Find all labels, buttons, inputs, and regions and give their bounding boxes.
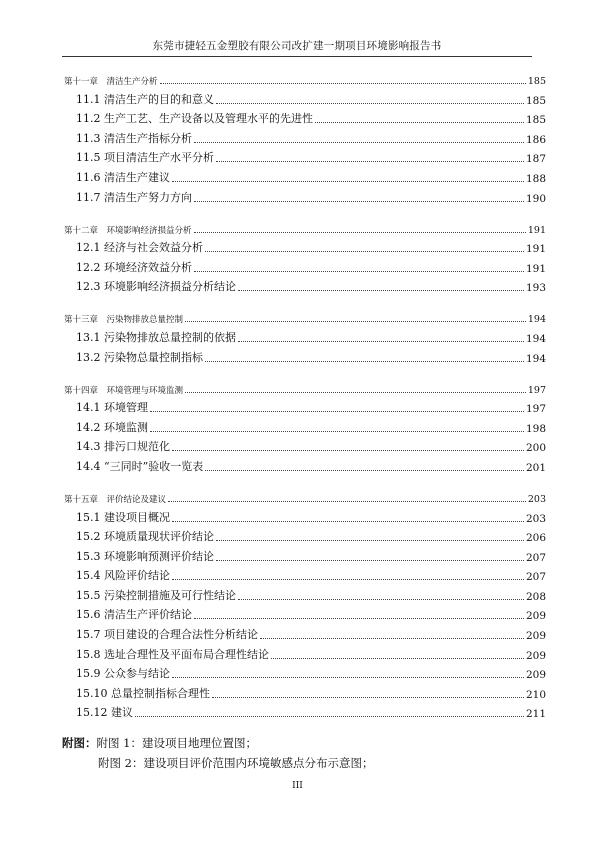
- appendix-item: 附图 1：建设项目地理位置图；: [96, 736, 257, 750]
- toc-chapter-entry[interactable]: [62, 219, 546, 236]
- toc-section-entry[interactable]: [62, 603, 546, 623]
- toc-section-entry[interactable]: [62, 564, 546, 584]
- toc-entry-title: 第十四章 环境管理与环境监测: [64, 385, 184, 396]
- page-number: III: [292, 781, 303, 791]
- toc-entry-page: 210: [525, 688, 546, 701]
- toc-entry-page: 207: [525, 551, 546, 564]
- toc-section-entry[interactable]: [62, 505, 546, 525]
- toc-entry-title: 14.4 “三同时”验收一览表: [76, 459, 204, 473]
- toc-entry-title: 12.2 环境经济效益分析: [76, 260, 192, 274]
- toc-entry-title: 11.1 清洁生产的目的和意义: [76, 92, 214, 106]
- toc-entry-page: 194: [527, 314, 546, 326]
- toc-section-entry[interactable]: [62, 544, 546, 564]
- toc-entry-title: 15.7 项目建设的合理合法性分析结论: [76, 628, 258, 642]
- toc-section-entry[interactable]: [62, 583, 546, 603]
- dot-leader: [194, 618, 524, 619]
- toc-section-entry[interactable]: [62, 275, 546, 295]
- toc-entry-title: 11.7 清洁生产努力方向: [76, 190, 192, 204]
- dot-leader: [172, 579, 524, 580]
- toc-entry-title: 第十五章 评价结论及建议: [64, 494, 167, 505]
- toc-entry-page: 203: [525, 512, 546, 525]
- table-of-contents: [62, 70, 546, 720]
- dot-leader: [172, 521, 524, 522]
- toc-entry-title: 15.8 选址合理性及平面布局合理性结论: [76, 647, 269, 661]
- toc-entry-page: 203: [527, 493, 546, 505]
- dot-leader: [205, 361, 524, 362]
- dot-leader: [135, 716, 524, 717]
- dot-leader: [315, 122, 524, 123]
- toc-entry-title: 13.1 污染物排放总量控制的依据: [76, 330, 236, 344]
- toc-entry-page: 198: [525, 422, 546, 435]
- toc-entry-page: 200: [525, 442, 546, 455]
- toc-entry-page: 211: [525, 708, 546, 721]
- dot-leader: [194, 271, 524, 272]
- toc-section-entry[interactable]: [62, 525, 546, 545]
- toc-entry-page: 209: [525, 630, 546, 643]
- toc-section-entry[interactable]: [62, 165, 546, 185]
- toc-entry-page: 194: [525, 332, 546, 345]
- dot-leader: [194, 232, 526, 233]
- dot-leader: [194, 142, 524, 143]
- toc-entry-page: 197: [525, 403, 546, 416]
- dot-leader: [172, 677, 524, 678]
- toc-entry-title: 12.3 环境影响经济损益分析结论: [76, 280, 236, 294]
- toc-entry-title: 15.10 总量控制指标合理性: [76, 686, 210, 700]
- dot-leader: [185, 321, 526, 322]
- toc-section-entry[interactable]: [62, 662, 546, 682]
- toc-entry-title: 15.3 环境影响预测评价结论: [76, 549, 214, 563]
- toc-gap: [62, 205, 546, 219]
- toc-entry-title: 12.1 经济与社会效益分析: [76, 241, 203, 255]
- dot-leader: [168, 501, 526, 502]
- dot-leader: [216, 540, 524, 541]
- toc-entry-page: 197: [527, 384, 546, 396]
- toc-section-entry[interactable]: [62, 701, 546, 721]
- dot-leader: [150, 431, 524, 432]
- toc-section-entry[interactable]: [62, 681, 546, 701]
- toc-entry-page: 191: [527, 224, 546, 236]
- toc-entry-title: 14.2 环境监测: [76, 420, 148, 434]
- toc-entry-page: 209: [525, 649, 546, 662]
- toc-entry-title: 第十三章 污染物排放总量控制: [64, 315, 184, 326]
- dot-leader: [271, 658, 524, 659]
- toc-entry-page: 185: [525, 114, 546, 127]
- toc-entry-title: 11.6 清洁生产建议: [76, 170, 170, 184]
- toc-section-entry[interactable]: [62, 345, 546, 365]
- toc-entry-page: 208: [525, 590, 546, 603]
- toc-section-entry[interactable]: [62, 454, 546, 474]
- toc-chapter-entry[interactable]: [62, 488, 546, 505]
- toc-entry-title: 15.12 建议: [76, 706, 133, 720]
- toc-entry-page: 186: [525, 133, 546, 146]
- dot-leader: [238, 341, 524, 342]
- toc-entry-page: 191: [525, 262, 546, 275]
- toc-entry-title: 第十二章 环境影响经济损益分析: [64, 225, 192, 236]
- toc-section-entry[interactable]: [62, 236, 546, 256]
- toc-entry-title: 13.2 污染物总量控制指标: [76, 350, 203, 364]
- dot-leader: [150, 411, 524, 412]
- dot-leader: [216, 161, 524, 162]
- toc-entry-title: 11.2 生产工艺、生产设备以及管理水平的先进性: [76, 112, 313, 126]
- toc-section-entry[interactable]: [62, 255, 546, 275]
- toc-entry-title: 11.3 清洁生产指标分析: [76, 131, 192, 145]
- toc-section-entry[interactable]: [62, 107, 546, 127]
- toc-entry-page: 194: [525, 352, 546, 365]
- toc-section-entry[interactable]: [62, 415, 546, 435]
- toc-chapter-entry[interactable]: [62, 308, 546, 325]
- dot-leader: [216, 103, 524, 104]
- toc-section-entry[interactable]: [62, 622, 546, 642]
- toc-entry-page: 207: [525, 571, 546, 584]
- dot-leader: [238, 290, 524, 291]
- dot-leader: [160, 83, 526, 84]
- toc-section-entry[interactable]: [62, 146, 546, 166]
- appendix-label: 附图：: [62, 736, 97, 750]
- toc-entry-page: 187: [525, 153, 546, 166]
- toc-entry-title: 15.6 清洁生产评价结论: [76, 608, 192, 622]
- toc-entry-title: 第十一章 清洁生产分析: [64, 77, 158, 87]
- toc-section-entry[interactable]: [62, 435, 546, 455]
- dot-leader: [216, 560, 524, 561]
- toc-section-entry[interactable]: [62, 396, 546, 416]
- dot-leader: [172, 181, 524, 182]
- toc-entry-title: 15.5 污染控制措施及可行性结论: [76, 588, 236, 602]
- toc-entry-page: 206: [525, 532, 546, 545]
- toc-gap: [62, 294, 546, 308]
- toc-entry-title: 14.3 排污口规范化: [76, 440, 170, 454]
- toc-gap: [62, 365, 546, 379]
- dot-leader: [212, 697, 524, 698]
- dot-leader: [205, 470, 524, 471]
- dot-leader: [238, 599, 524, 600]
- toc-chapter-entry[interactable]: [62, 70, 546, 87]
- toc-entry-title: 15.2 环境质量现状评价结论: [76, 530, 214, 544]
- toc-section-entry[interactable]: [62, 642, 546, 662]
- dot-leader: [194, 201, 524, 202]
- toc-entry-page: 193: [525, 282, 546, 295]
- header-rule: [62, 56, 532, 57]
- toc-section-entry[interactable]: [62, 87, 546, 107]
- appendix-item: 附图 2：建设项目评价范围内环境敏感点分布示意图；: [98, 756, 374, 770]
- toc-entry-page: 201: [525, 461, 546, 474]
- dot-leader: [185, 392, 526, 393]
- dot-leader: [172, 450, 524, 451]
- toc-entry-title: 11.5 项目清洁生产水平分析: [76, 151, 214, 165]
- dot-leader: [205, 251, 524, 252]
- document-header: 东莞市捷轻五金塑胶有限公司改扩建一期项目环境影响报告书: [152, 40, 442, 52]
- toc-entry-page: 190: [525, 192, 546, 205]
- toc-entry-page: 209: [525, 610, 546, 623]
- toc-chapter-entry[interactable]: [62, 379, 546, 396]
- toc-entry-page: 185: [527, 76, 546, 87]
- dot-leader: [260, 638, 524, 639]
- toc-section-entry[interactable]: [62, 185, 546, 205]
- toc-section-entry[interactable]: [62, 325, 546, 345]
- toc-entry-title: 15.9 公众参与结论: [76, 667, 170, 681]
- toc-entry-title: 14.1 环境管理: [76, 401, 148, 415]
- toc-gap: [62, 474, 546, 488]
- toc-entry-page: 188: [525, 172, 546, 185]
- appendix-figures: [62, 735, 373, 775]
- toc-entry-title: 15.4 风险评价结论: [76, 569, 170, 583]
- toc-entry-title: 15.1 建设项目概况: [76, 510, 170, 524]
- toc-entry-page: 209: [525, 669, 546, 682]
- toc-entry-page: 191: [525, 243, 546, 256]
- toc-entry-page: 185: [525, 94, 546, 107]
- toc-section-entry[interactable]: [62, 126, 546, 146]
